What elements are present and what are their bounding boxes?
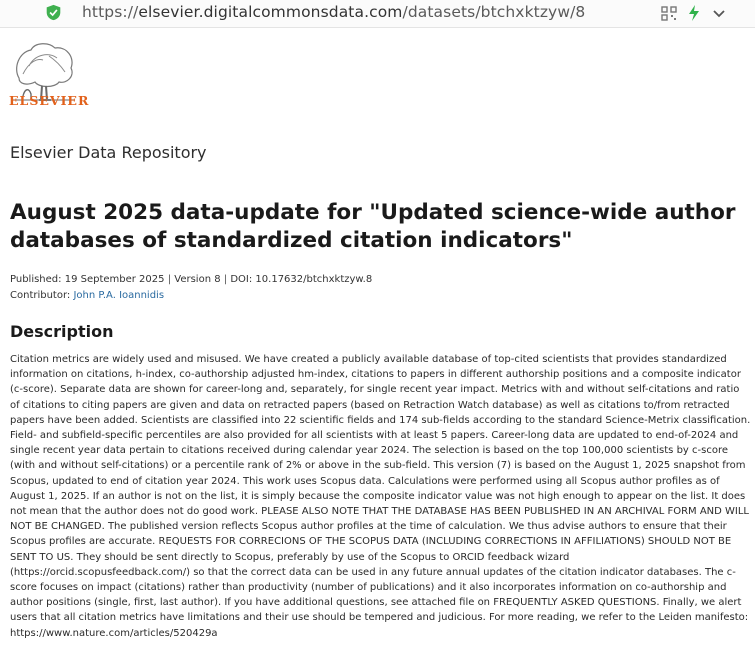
description-text: Citation metrics are widely used and misused. We have created a publicly available database of top-cited scientists that provides standardized information on citations, h-index, co-authorship adjusted hm-index, citations to papers in different authorship positions and a composite indicator (c-score). Separate data are shown for career-long and, separately, for single recent year impact. Metrics with and without self-citations and ratio of citations to citing papers are given and data on retracted papers (based on Retraction Watch database) as well as citations to/from retracted papers have been added. Scientists are classified into 22 scientific fields and 174 sub-fields according to the standard Science-Metrix classification. Field- and subfield-specific percentiles are also provided for all scientists with at least 5 papers. Career-long data are updated to end-of-2024 and single recent year data pertain to citations received during calendar year 2024. The selection is based on the top 100,000 scientists by c-score (with and without self-citations) or a percentile rank of 2% or above in the sub-field. This version (7) is based on the August 1, 2025 snapshot from Scopus, updated to end of citation year 2024. This work uses Scopus data. Calculations were performed using all Scopus author profiles as of August 1, 2025. If an author is not on the list, it is simply because the composite indicator value was not high enough to appear on the list. It does not mean that the author does not do good work. PLEASE ALSO NOTE THAT THE DATABASE HAS BEEN PUBLISHED IN AN ARCHIVAL FORM AND WILL NOT BE CHANGED. The published version reflects Scopus author profiles at the time of calculation. We thus advise authors to ensure that their Scopus profiles are accurate. REQUESTS FOR CORRECIONS OF THE SCOPUS DATA (INCLUDING CORRECTIONS IN AFFILIATIONS) SHOULD NOT BE SENT TO US. They should be sent directly to Scopus, preferably by use of the Scopus to ORCID feedback wizard (https://orcid.scopusfeedback.com/) so that the correct data can be used in any future annual updates of the citation indicator databases. The c-score focuses on impact (citations) rather than productivity (number of publications) and it also incorporates information on co-authorship and author positions (single, first, last author). If you have additional questions, see attached file on FREQUENTLY ASKED QUESTIONS. Finally, we alert users that all citation metrics have limitations and their use should be tempered and judicious. For more reading, we refer to the Leiden manifesto: https://www.nature.com/articles/520429a [10,354,751,639]
contributor-label: Contributor: [10,290,71,301]
meta-separator: | [223,274,228,285]
dataset-metadata [10,272,372,304]
publication-info [10,272,372,288]
chevron-down-icon[interactable] [711,4,727,22]
doi-label: DOI: [230,274,253,285]
published-label: Published: [10,274,62,285]
published-date: 19 September 2025 [64,274,165,285]
lightning-icon[interactable] [687,4,701,22]
repository-name[interactable]: Elsevier Data Repository [10,143,207,162]
contributor-link[interactable]: John P.A. Ioannidis [73,290,165,301]
browser-address-bar[interactable] [0,0,755,28]
url-text[interactable] [82,3,585,21]
shield-check-icon[interactable] [45,4,62,21]
dataset-title: August 2025 data-update for "Updated science-wide author databases of standardized citation indicators" [10,200,736,253]
description-heading: Description [10,322,114,341]
version-label: Version 8 [174,274,221,285]
elsevier-wordmark: ELSEVIER [9,93,90,108]
url-host: elsevier.digitalcommonsdata.com [138,3,403,21]
contributor-info [10,288,372,304]
qr-code-icon[interactable] [661,4,677,22]
doi-value: 10.17632/btchxktzyw.8 [255,274,373,285]
meta-separator: | [167,274,172,285]
url-protocol: https:// [82,3,139,21]
url-path: /datasets/btchxktzyw/8 [402,3,586,21]
